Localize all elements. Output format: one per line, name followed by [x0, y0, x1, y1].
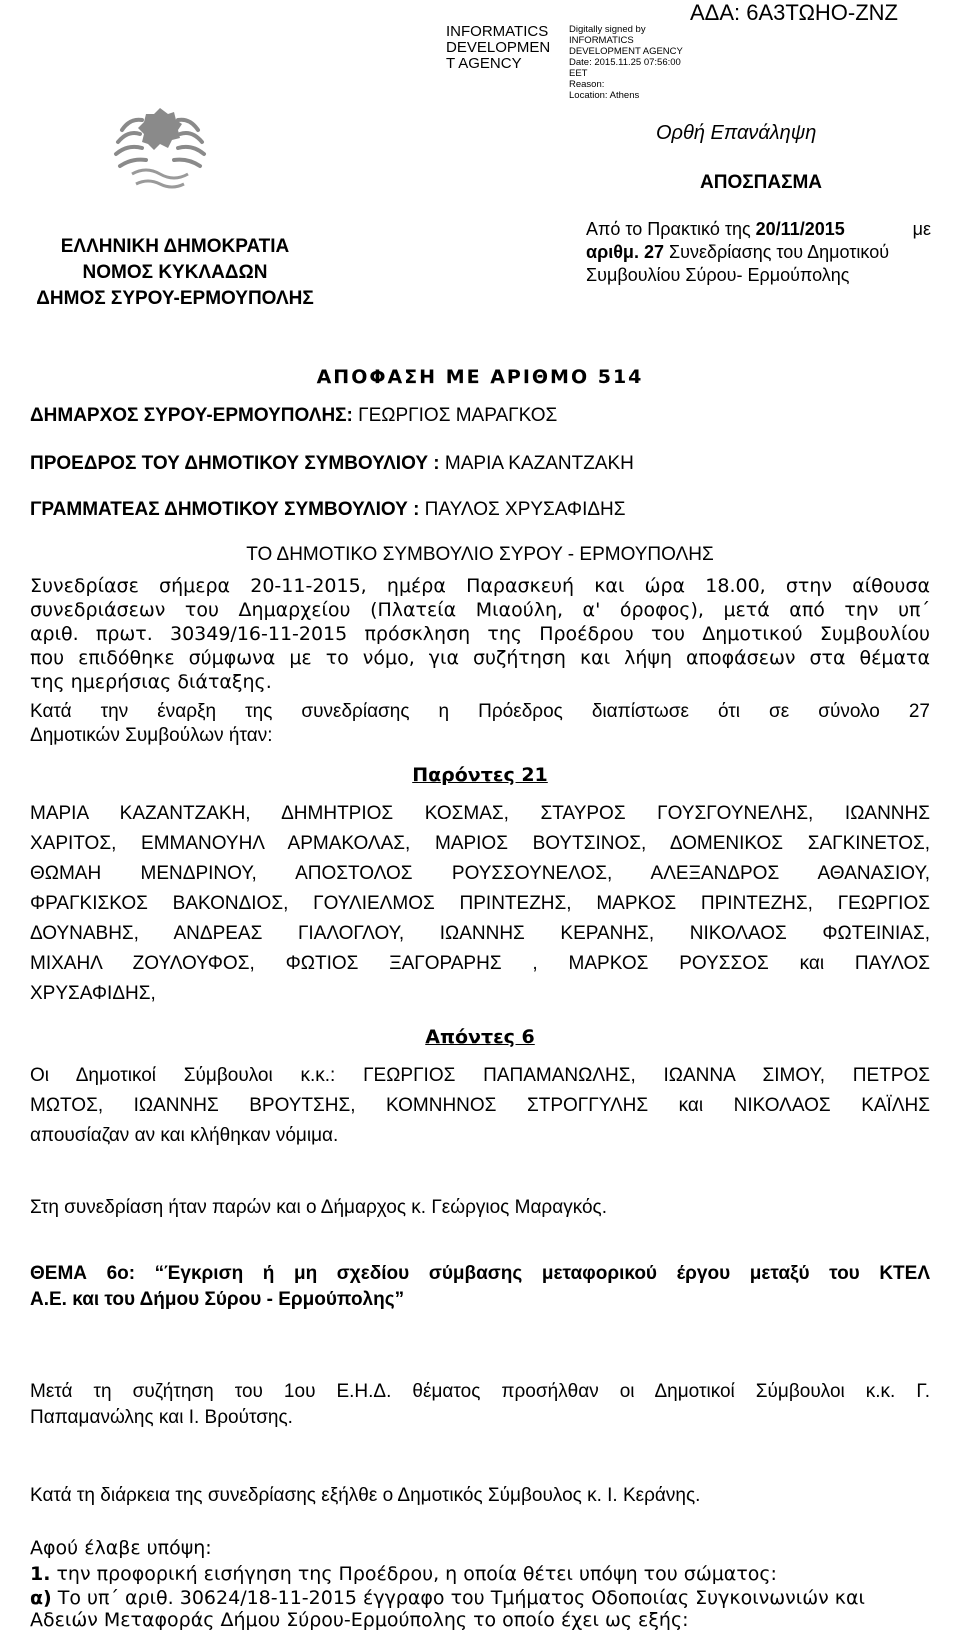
absent-heading: Απόντες 6 [425, 1026, 535, 1048]
role-value: ΠΑΥΛΟΣ ΧΡΥΣΑΦΙΔΗΣ [419, 499, 626, 520]
item-number: α) [30, 1587, 52, 1609]
role-label: ΔΗΜΑΡΧΟΣ ΣΥΡΟΥ-ΕΡΜΟΥΠΟΛΗΣ: [30, 405, 353, 426]
present-line: ΔΟΥΝΑΒΗΣ, ΑΝΔΡΕΑΣ ΓΙΑΛΟΓΛΟΥ, ΙΩΑΝΝΗΣ ΚΕΡΑΝΗΣ, ΝΙΚΟΛΑΟΣ ΦΩΤΕΙΝΙΑΣ, [30, 923, 930, 944]
signature-detail: INFORMATICS [569, 35, 634, 46]
present-line: ΜΑΡΙΑ ΚΑΖΑΝΤΖΑΚΗ, ΔΗΜΗΤΡΙΟΣ ΚΟΣΜΑΣ, ΣΤΑΥΡΟΣ ΓΟΥΣΓΟΥΝΕΛΗΣ, ΙΩΑΝΝΗΣ [30, 803, 930, 824]
role-label: ΠΡΟΕΔΡΟΣ ΤΟΥ ΔΗΜΟΤΙΚΟΥ ΣΥΜΒΟΥΛΙΟΥ : [30, 453, 440, 474]
municipality-emblem [110, 100, 210, 195]
praktiko-suffix: με [912, 219, 931, 239]
decision-title: ΑΠΟΦΑΣΗ ΜΕ ΑΡΙΘΜΟ 514 [316, 366, 644, 388]
item-text: την προφορική εισήγηση της Προέδρου, η οποία θέτει υπόψη του σώματος: [50, 1563, 777, 1585]
praktiko-rest: Συνεδρίασης του Δημοτικού [663, 242, 890, 262]
apospasma-title: ΑΠΟΣΠΑΣΜΑ [700, 172, 823, 193]
item-a-continued: Αδειών Μεταφοράς Δήμου Σύρου-Ερμούπολης το οποίο έχει ως εξής: [30, 1609, 689, 1631]
present-line: ΧΑΡΙΤΟΣ, ΕΜΜΑΝΟΥΗΛ ΑΡΜΑΚΟΛΑΣ, ΜΑΡΙΟΣ ΒΟΥΤΣΙΝΟΣ, ΔΟΜΕΝΙΚΟΣ ΣΑΓΚΙΝΕΤΟΣ, [30, 833, 930, 854]
item-1 [30, 1562, 777, 1586]
quorum-line: Δημοτικών Συμβούλων ήταν: [30, 725, 273, 746]
issuer-line: ΔΗΜΟΣ ΣΥΡΟΥ-ΕΡΜΟΥΠΟΛΗΣ [36, 288, 314, 309]
signature-detail: Location: Athens [569, 90, 640, 101]
absent-line: Οι Δημοτικοί Σύμβουλοι κ.κ.: ΓΕΩΡΓΙΟΣ ΠΑΠΑΜΑΝΩΛΗΣ, ΙΩΑΝΝΑ ΣΙΜΟΥ, ΠΕΤΡΟΣ [30, 1065, 930, 1086]
intro-line: που επιδόθηκε σύμφωνα με το νόμο, για συζήτηση και λήψη αποφάσεων στα θέματα [30, 647, 930, 669]
mayor-present: Στη συνεδρίαση ήταν παρών και ο Δήμαρχος κ. Γεώργιος Μαραγκός. [30, 1197, 607, 1218]
signature-detail: Digitally signed by [569, 24, 646, 35]
issuer-line: ΝΟΜΟΣ ΚΥΚΛΑΔΩΝ [82, 262, 268, 283]
role-secretary [30, 498, 626, 522]
considering-label: Αφού έλαβε υπόψη: [30, 1537, 212, 1559]
signature-detail: EET [569, 68, 588, 79]
signature-details [569, 24, 709, 101]
present-line: ΘΩΜΑΗ ΜΕΝΔΡΙΝΟΥ, ΑΠΟΣΤΟΛΟΣ ΡΟΥΣΣΟΥΝΕΛΟΣ, ΑΛΕΞΑΝΔΡΟΣ ΑΘΑΝΑΣΙΟΥ, [30, 863, 930, 884]
topic-line: ΘΕΜΑ 6ο: “Έγκριση ή μη σχεδίου σύμβασης μεταφορικού έργου μεταξύ του ΚΤΕΛ [30, 1263, 930, 1284]
intro-line: Συνεδρίασε σήμερα 20-11-2015, ημέρα Παρασκευή και ώρα 18.00, στην αίθουσα [30, 575, 930, 597]
role-mayor [30, 404, 557, 428]
present-line: ΜΙΧΑΗΛ ΖΟΥΛΟΥΦΟΣ, ΦΩΤΙΟΣ ΞΑΓΟΡΑΡΗΣ , ΜΑΡΚΟΣ ΡΟΥΣΣΟΣ και ΠΑΥΛΟΣ [30, 953, 930, 974]
absent-line: απουσίαζαν αν και κλήθηκαν νόμιμα. [30, 1125, 339, 1146]
praktiko-line-3: Συμβουλίου Σύρου- Ερμούπολης [586, 265, 850, 285]
praktiko-prefix: Από το Πρακτικό της [586, 219, 756, 239]
issuer-line: ΕΛΛΗΝΙΚΗ ΔΗΜΟΚΡΑΤΙΑ [60, 236, 290, 257]
quorum-line: Κατά την έναρξη της συνεδρίασης η Πρόεδρος διαπίστωσε ότι σε σύνολο 27 [30, 701, 930, 722]
after-discussion-line: Παπαμανώλης και Ι. Βρούτσης. [30, 1407, 293, 1428]
signature-detail: Date: 2015.11.25 07:56:00 [569, 57, 681, 68]
signature-detail: DEVELOPMENT AGENCY [569, 46, 683, 57]
topic-line: Α.Ε. και του Δήμου Σύρου - Ερμούπολης” [30, 1289, 405, 1310]
after-discussion-line: Μετά τη συζήτηση του 1ου Ε.Η.Δ. θέματος προσήλθαν οι Δημοτικοί Σύμβουλοι κ.κ. Γ. [30, 1381, 930, 1402]
intro-line: της ημερήσιας διάταξης. [30, 671, 272, 693]
signer-line: T AGENCY [446, 55, 522, 72]
praktiko-block [586, 218, 931, 287]
signature-detail: Reason: [569, 79, 605, 90]
role-label: ΓΡΑΜΜΑΤΕΑΣ ΔΗΜΟΤΙΚΟΥ ΣΥΜΒΟΥΛΙΟΥ : [30, 499, 420, 520]
orthi-epanalipsi: Ορθή Επανάληψη [656, 122, 817, 144]
item-a [30, 1586, 865, 1610]
present-heading: Παρόντες 21 [412, 764, 548, 786]
praktiko-date: 20/11/2015 [755, 219, 845, 239]
praktiko-line-2 [586, 241, 931, 264]
signature-signer [446, 24, 564, 72]
signer-line: DEVELOPMEN [446, 39, 551, 56]
ada-code: ΑΔΑ: 6Α3ΤΩΗΟ-ΖΝΖ [690, 0, 898, 25]
praktiko-number: αριθμ. 27 [586, 242, 664, 262]
present-line: ΧΡΥΣΑΦΙΔΗΣ, [30, 983, 156, 1004]
council-title: ΤΟ ΔΗΜΟΤΙΚΟ ΣΥΜΒΟΥΛΙΟ ΣΥΡΟΥ - ΕΡΜΟΥΠΟΛΗΣ [246, 544, 714, 565]
item-text: Το υπ΄ αριθ. 30624/18-11-2015 έγγραφο του Τμήματος Οδοποιίας Συγκοινωνιών και [51, 1587, 865, 1609]
item-number: 1. [30, 1563, 51, 1585]
role-value: ΜΑΡΙΑ ΚΑΖΑΝΤΖΑΚΗ [439, 453, 634, 474]
issuer-block [30, 234, 320, 312]
signer-line: INFORMATICS [446, 23, 549, 40]
intro-line: συνεδριάσεων του Δημαρχείου (Πλατεία Μιαούλη, α' όροφος), μετά από την υπ΄ [30, 599, 930, 621]
role-president [30, 452, 634, 476]
present-line: ΦΡΑΓΚΙΣΚΟΣ ΒΑΚΟΝΔΙΟΣ, ΓΟΥΛΙΕΛΜΟΣ ΠΡΙΝΤΕΖΗΣ, ΜΑΡΚΟΣ ΠΡΙΝΤΕΖΗΣ, ΓΕΩΡΓΙΟΣ [30, 893, 930, 914]
departure-note: Κατά τη διάρκεια της συνεδρίασης εξήλθε ο Δημοτικός Σύμβουλος κ. Ι. Κεράνης. [30, 1485, 701, 1506]
role-value: ΓΕΩΡΓΙΟΣ ΜΑΡΑΓΚΟΣ [352, 405, 558, 426]
intro-line: αριθ. πρωτ. 30349/16-11-2015 πρόσκληση της Προέδρου του Δημοτικού Συμβουλίου [30, 623, 930, 645]
praktiko-line-1 [586, 218, 931, 241]
absent-line: ΜΩΤΟΣ, ΙΩΑΝΝΗΣ ΒΡΟΥΤΣΗΣ, ΚΟΜΝΗΝΟΣ ΣΤΡΟΓΓΥΛΗΣ και ΝΙΚΟΛΑΟΣ ΚΑΪΛΗΣ [30, 1095, 930, 1116]
